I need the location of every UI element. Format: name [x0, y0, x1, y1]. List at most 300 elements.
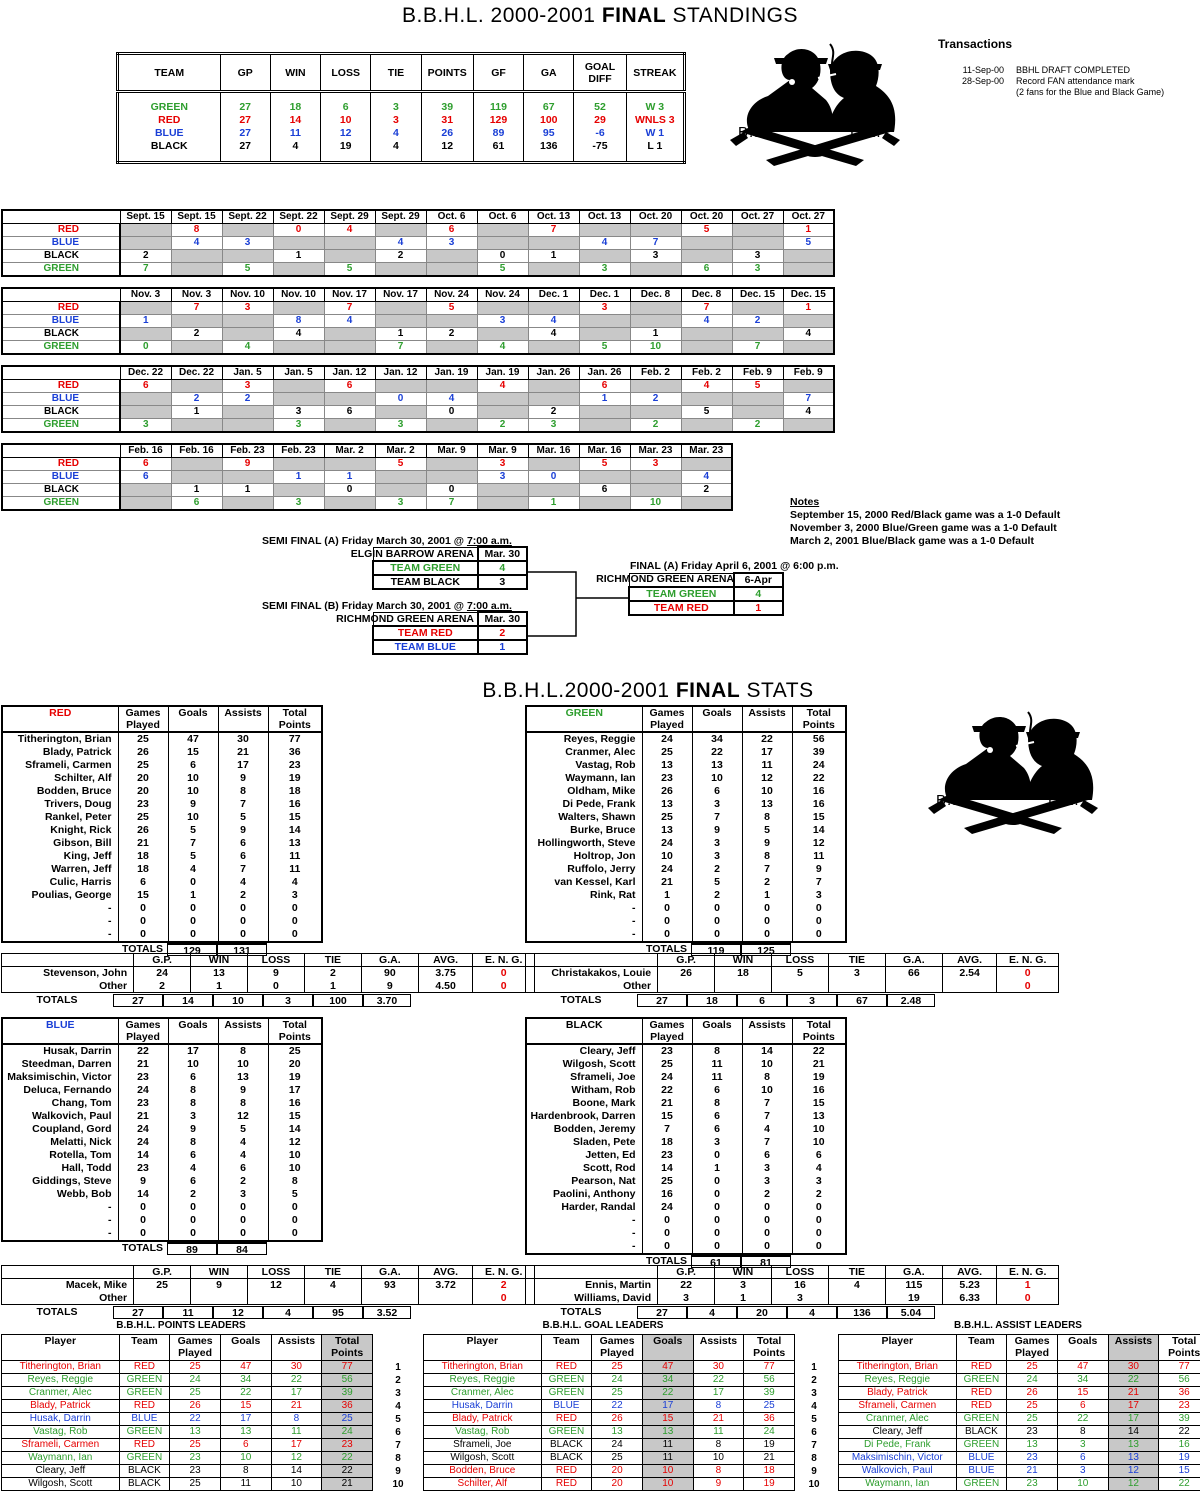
schedule-date: Dec. 1: [579, 288, 630, 301]
schedule-row: [2, 405, 834, 418]
player-row: [2, 1084, 322, 1097]
schedule-date: Sept. 22: [273, 210, 324, 223]
player-stat: 10: [168, 785, 218, 798]
player-stat: 6: [118, 876, 168, 889]
leader-stat: RED: [541, 1361, 592, 1374]
player-stat: 11: [792, 850, 846, 863]
leader-stat: 17: [642, 1400, 693, 1413]
leader-stat: 17: [1108, 1413, 1159, 1426]
schedule-score: 5: [783, 236, 834, 249]
player-name: -: [632, 928, 636, 940]
schedule-date: Feb. 9: [732, 366, 783, 379]
player-row: [2, 1214, 322, 1227]
goalie-header: WIN: [191, 1266, 248, 1279]
schedule-score: [273, 340, 324, 354]
leader-row: [424, 1387, 795, 1400]
transactions-title: Transactions: [938, 37, 1013, 51]
goalie-totals-label: TOTALS: [36, 994, 78, 1006]
player-name: Ruffolo, Jerry: [567, 863, 636, 875]
schedule-score: 2: [732, 418, 783, 432]
logo-text-right: H.L.: [850, 124, 882, 141]
standings-cell: 129: [473, 114, 523, 127]
leader-player: Reyes, Reggie: [424, 1374, 542, 1387]
leader-stat: 10: [1057, 1478, 1108, 1491]
team-name: BLACK: [150, 140, 188, 152]
standings-row: [118, 127, 685, 140]
schedule-score: 2: [732, 314, 783, 327]
player-name: van Kessel, Karl: [554, 876, 636, 888]
total-goals: 61: [691, 1255, 741, 1268]
leader-player: Wilgosh, Scott: [2, 1478, 120, 1491]
schedule-score: [120, 301, 171, 314]
player-row: [2, 889, 322, 902]
player-stat: 6: [692, 785, 742, 798]
leader-stat: 10: [642, 1478, 693, 1491]
goalie-stat: 5.23: [942, 1279, 997, 1292]
bbhl-logo-icon: [928, 708, 1098, 838]
player-stat: 11: [742, 759, 792, 772]
player-stat: 3: [692, 837, 742, 850]
schedule-date: Mar. 9: [426, 444, 477, 457]
player-name: Boone, Mark: [572, 1097, 636, 1109]
goalie-row: [526, 967, 1059, 980]
schedule-score: 6: [171, 496, 222, 510]
leader-player: Walkovich, Paul: [839, 1465, 957, 1478]
player-stat: 6: [692, 1084, 742, 1097]
goalie-stat: 9: [361, 980, 418, 993]
player-name: Oldham, Mike: [567, 785, 636, 797]
player-stat: 3: [268, 889, 322, 902]
schedule-score: 6: [579, 483, 630, 496]
player-stat: 4: [168, 863, 218, 876]
schedule-team: BLUE: [2, 314, 120, 327]
schedule-score: 2: [681, 483, 732, 496]
leader-stat: 56: [744, 1374, 795, 1387]
player-row: [526, 1227, 846, 1240]
leader-row: [839, 1452, 1200, 1465]
standings-cell: W 3: [626, 92, 684, 115]
schedule-score: 4: [783, 405, 834, 418]
leader-player: Vastag, Rob: [2, 1426, 120, 1439]
schedule-score: [579, 314, 630, 327]
leader-stat: 23: [1159, 1400, 1200, 1413]
leader-row: [424, 1478, 795, 1491]
schedule-score: [222, 327, 273, 340]
leader-stat: 56: [1159, 1374, 1200, 1387]
leader-header: Player: [2, 1335, 120, 1361]
schedule-score: [477, 483, 528, 496]
standings-cell: 52: [574, 92, 626, 115]
goalie-stat: [191, 1292, 248, 1305]
stat-header: Goals: [692, 1018, 742, 1044]
leader-stat: 39: [744, 1387, 795, 1400]
player-stat: 8: [692, 1044, 742, 1058]
goalie-header: E. N. G.: [473, 1266, 535, 1279]
goalie-stat: 3: [828, 967, 885, 980]
player-stat: 23: [642, 772, 692, 785]
schedule-score: 2: [477, 418, 528, 432]
leader-stat: 19: [744, 1439, 795, 1452]
team-totals: [101, 1242, 267, 1255]
player-stat: 26: [118, 824, 168, 837]
player-name: -: [632, 902, 636, 914]
leader-row: [2, 1478, 373, 1491]
player-stat: 21: [642, 1097, 692, 1110]
player-stat: 10: [692, 772, 742, 785]
goalie-stat: 18: [715, 967, 772, 980]
schedule-score: [732, 327, 783, 340]
schedule-date: Oct. 13: [528, 210, 579, 223]
stat-header: Total Points: [268, 1018, 322, 1044]
player-name: Sladen, Pete: [573, 1136, 636, 1148]
player-name: Poulias, George: [31, 889, 112, 901]
player-stat: 3: [692, 1136, 742, 1149]
player-row: [526, 1084, 846, 1097]
player-stat: 0: [168, 1201, 218, 1214]
playoff-team: TEAM GREEN: [629, 587, 734, 601]
player-stat: 9: [168, 798, 218, 811]
playoff-team: TEAM RED: [629, 601, 734, 615]
player-stat: 10: [792, 1136, 846, 1149]
schedule-score: [324, 392, 375, 405]
schedule-score: 0: [273, 223, 324, 236]
schedule-score: [579, 496, 630, 510]
schedule-date: Jan. 19: [426, 366, 477, 379]
goalie-stat: 1: [715, 1292, 772, 1305]
goalie-stat: [942, 980, 997, 993]
playoff-team: TEAM BLUE: [373, 640, 478, 654]
player-stat: 25: [268, 1044, 322, 1058]
player-row: [2, 1123, 322, 1136]
schedule-corner: [2, 444, 120, 457]
player-row: [526, 1188, 846, 1201]
leader-stat: 77: [322, 1361, 373, 1374]
schedule-date: Feb. 2: [630, 366, 681, 379]
goalie-header: E. N. G.: [997, 1266, 1059, 1279]
player-stat: 0: [218, 915, 268, 928]
standings-cell: 100: [524, 114, 574, 127]
leader-player: Blady, Patrick: [424, 1413, 542, 1426]
leader-row: [839, 1400, 1200, 1413]
player-stat: 9: [218, 824, 268, 837]
schedule-score: [681, 236, 732, 249]
player-row: [526, 837, 846, 850]
transaction-date: 11-Sep-00: [962, 65, 1004, 75]
player-stat: 7: [792, 876, 846, 889]
goalie-stat: 66: [885, 967, 942, 980]
player-stat: 6: [168, 1175, 218, 1188]
goalie-header: LOSS: [771, 954, 828, 967]
schedule-row: [2, 301, 834, 314]
playoff-team: TEAM GREEN: [373, 561, 478, 575]
leader-stat: 34: [642, 1374, 693, 1387]
game-date: Mar. 30: [478, 547, 527, 561]
player-row: [526, 824, 846, 837]
player-stat: 0: [642, 1214, 692, 1227]
player-stat: 6: [218, 850, 268, 863]
schedule-score: [120, 483, 171, 496]
player-stat: 0: [118, 902, 168, 915]
player-stat: 30: [218, 732, 268, 746]
goalie-header: TIE: [828, 954, 885, 967]
player-stat: 77: [268, 732, 322, 746]
goalie-stat: 0: [997, 1292, 1059, 1305]
goalie-stat: 4.50: [418, 980, 473, 993]
goalie-stat: 3: [771, 1292, 828, 1305]
schedule-score: [732, 223, 783, 236]
player-stat: 15: [792, 811, 846, 824]
player-stat: 21: [642, 876, 692, 889]
schedule-score: 3: [732, 249, 783, 262]
player-stat: 3: [218, 1188, 268, 1201]
schedule-team: BLUE: [2, 392, 120, 405]
schedule-score: [324, 340, 375, 354]
player-row: [2, 1110, 322, 1123]
page-title-bold: FINAL: [601, 4, 667, 27]
schedule-date: Sept. 29: [324, 210, 375, 223]
player-stat: 0: [642, 902, 692, 915]
schedule-date: Jan. 26: [528, 366, 579, 379]
goalie-total: 4: [687, 1306, 737, 1319]
goalie-totals: [1, 994, 411, 1007]
player-stat: 11: [268, 863, 322, 876]
leader-player: Reyes, Reggie: [2, 1374, 120, 1387]
stat-header: Games Played: [642, 1018, 692, 1044]
player-stat: 0: [218, 1214, 268, 1227]
player-stat: 15: [642, 1110, 692, 1123]
player-name: -: [632, 1240, 636, 1252]
player-row: [526, 850, 846, 863]
player-stat: 3: [792, 889, 846, 902]
schedule-score: [681, 340, 732, 354]
player-stat: 8: [742, 811, 792, 824]
leader-stat: 77: [1159, 1361, 1200, 1374]
goalie-stat: 115: [885, 1279, 942, 1292]
schedule-score: 3: [477, 314, 528, 327]
schedule-row: [2, 223, 834, 236]
points-leaders-title: B.B.H.L. POINTS LEADERS: [116, 1320, 246, 1331]
player-stat: 4: [218, 1136, 268, 1149]
goalie-stat: 24: [134, 967, 191, 980]
leader-stat: 24: [744, 1426, 795, 1439]
logo-text-right: H.L.: [1048, 792, 1080, 809]
leader-player: Sframeli, Joe: [424, 1439, 542, 1452]
goalie-total: 3.52: [363, 1306, 411, 1319]
transaction-text: (2 fans for the Blue and Black Game): [1016, 87, 1165, 97]
player-stat: 23: [118, 1097, 168, 1110]
player-stat: 23: [118, 798, 168, 811]
player-stat: 7: [642, 1123, 692, 1136]
player-stat: 19: [792, 1071, 846, 1084]
player-stat: 7: [692, 811, 742, 824]
player-stat: 19: [268, 1071, 322, 1084]
schedule-score: 5: [426, 301, 477, 314]
leader-stat: 13: [642, 1426, 693, 1439]
schedule-score: 1: [630, 327, 681, 340]
leader-stat: GREEN: [119, 1452, 170, 1465]
schedule-date: Nov. 3: [120, 288, 171, 301]
standings-cell: 39: [421, 92, 473, 115]
player-row: [2, 1188, 322, 1201]
player-stat: 0: [642, 1240, 692, 1254]
schedule-date: Jan. 5: [222, 366, 273, 379]
player-stat: 8: [742, 850, 792, 863]
player-row: [526, 1136, 846, 1149]
goalie-stat: [885, 980, 942, 993]
player-name: Knight, Rick: [50, 824, 112, 836]
schedule-score: 4: [375, 236, 426, 249]
schedule-score: [732, 405, 783, 418]
goalie-name: Williams, David: [574, 1291, 652, 1304]
leader-player: Maksimischin, Victor: [839, 1452, 957, 1465]
schedule-team: GREEN: [2, 340, 120, 354]
player-stat: 2: [742, 1188, 792, 1201]
player-stat: 8: [168, 1136, 218, 1149]
schedule-score: 2: [630, 418, 681, 432]
player-row: [526, 811, 846, 824]
leader-stat: BLUE: [956, 1465, 1007, 1478]
playoff-score: 4: [478, 561, 527, 575]
player-stat: 21: [218, 746, 268, 759]
player-stat: 10: [792, 1123, 846, 1136]
player-name: -: [632, 915, 636, 927]
game-date: Mar. 30: [478, 612, 527, 626]
total-goals: 129: [167, 943, 217, 956]
leader-stat: 21: [1007, 1465, 1058, 1478]
goalie-table-red: [1, 953, 535, 993]
leader-row: [839, 1478, 1200, 1491]
player-stat: 34: [692, 732, 742, 746]
leader-row: [424, 1400, 795, 1413]
leader-stat: 11: [271, 1426, 322, 1439]
playoff-score: 1: [734, 601, 783, 615]
player-stat: 16: [792, 1084, 846, 1097]
stat-header: Games Played: [118, 706, 168, 732]
schedule-date: Dec. 22: [171, 366, 222, 379]
stat-header: Goals: [168, 706, 218, 732]
schedule-score: 3: [579, 262, 630, 276]
schedule-date: Feb. 9: [783, 366, 834, 379]
goalie-stat: [715, 980, 772, 993]
leader-stat: RED: [541, 1413, 592, 1426]
schedule-date: Dec. 15: [732, 288, 783, 301]
schedule-score: [222, 223, 273, 236]
player-stat: 0: [692, 1201, 742, 1214]
player-name: Rankel, Peter: [44, 811, 112, 823]
schedule-score: [528, 236, 579, 249]
schedule-score: 0: [426, 405, 477, 418]
leader-stat: GREEN: [956, 1413, 1007, 1426]
player-row: [526, 1097, 846, 1110]
goalie-table-green: [525, 953, 1059, 993]
standings-cell: 4: [371, 140, 421, 163]
schedule-date: Nov. 24: [426, 288, 477, 301]
standings-cell: 61: [473, 140, 523, 163]
schedule-score: [681, 249, 732, 262]
player-stat: 8: [692, 1097, 742, 1110]
player-stat: 0: [792, 928, 846, 942]
player-stat: 4: [218, 876, 268, 889]
goalie-total: 2.48: [887, 994, 935, 1007]
schedule-score: [579, 418, 630, 432]
schedule-score: 5: [222, 262, 273, 276]
leader-header: Games Played: [1007, 1335, 1058, 1361]
player-stat: 0: [692, 1188, 742, 1201]
player-stat: 9: [168, 1123, 218, 1136]
player-stat: 0: [118, 1227, 168, 1241]
player-stat: 12: [792, 837, 846, 850]
player-stat: 0: [742, 928, 792, 942]
player-stat: 0: [168, 876, 218, 889]
leader-player: Sframeli, Carmen: [839, 1400, 957, 1413]
player-stat: 4: [268, 876, 322, 889]
player-stat: 13: [268, 837, 322, 850]
goalie-stat: 3: [658, 1292, 715, 1305]
standings-cell: 3: [371, 114, 421, 127]
playoff-team: TEAM BLACK: [373, 575, 478, 589]
leader-row: [2, 1413, 373, 1426]
player-stat: 23: [118, 1162, 168, 1175]
player-stat: 14: [792, 824, 846, 837]
schedule-corner: [2, 366, 120, 379]
player-row: [2, 759, 322, 772]
logo-trademark: TM: [1082, 790, 1093, 797]
goalie-total: 100: [313, 994, 363, 1007]
player-stat: 0: [692, 928, 742, 942]
player-name: Waymann, Ian: [565, 772, 636, 784]
bbhl-logo-top: [730, 40, 900, 170]
schedule-score: [222, 496, 273, 510]
player-name: Bodden, Jeremy: [553, 1123, 636, 1135]
schedule-date: Sept. 15: [171, 210, 222, 223]
leader-stat: 15: [642, 1413, 693, 1426]
goalie-row: [2, 980, 535, 993]
standings-cell: WNLS 3: [626, 114, 684, 127]
rank-number: 7: [395, 1440, 401, 1451]
leader-stat: 23: [322, 1439, 373, 1452]
semi-a-label: SEMI FINAL (A) Friday March 30, 2001 @: [262, 535, 467, 547]
player-name: -: [632, 1214, 636, 1226]
leader-stat: 47: [642, 1361, 693, 1374]
standings-header: TEAM: [118, 54, 221, 92]
player-row: [526, 902, 846, 915]
player-stat: 25: [118, 759, 168, 772]
player-stat: 9: [792, 863, 846, 876]
schedule-score: [426, 379, 477, 392]
leader-header: Team: [956, 1335, 1007, 1361]
leader-stat: 13: [1007, 1439, 1058, 1452]
player-name: -: [108, 902, 112, 914]
schedule-score: 0: [375, 392, 426, 405]
player-stat: 0: [742, 1214, 792, 1227]
player-stat: 6: [168, 1071, 218, 1084]
team-stats-red: [1, 705, 323, 943]
goalie-totals: [525, 994, 935, 1007]
schedule-date: Mar. 9: [477, 444, 528, 457]
goalie-stat: 3: [715, 1279, 772, 1292]
semi-a-box: [372, 546, 528, 590]
player-stat: 21: [118, 837, 168, 850]
final-arena: RICHMOND GREEN ARENA: [596, 573, 734, 585]
leader-stat: 12: [271, 1452, 322, 1465]
leader-stat: 6: [220, 1439, 271, 1452]
rank-number: 4: [811, 1401, 817, 1412]
schedule-date: Jan. 5: [273, 366, 324, 379]
player-row: [526, 889, 846, 902]
leader-stat: 22: [693, 1374, 744, 1387]
goalie-stat: 93: [361, 1279, 418, 1292]
leader-stat: 8: [693, 1439, 744, 1452]
